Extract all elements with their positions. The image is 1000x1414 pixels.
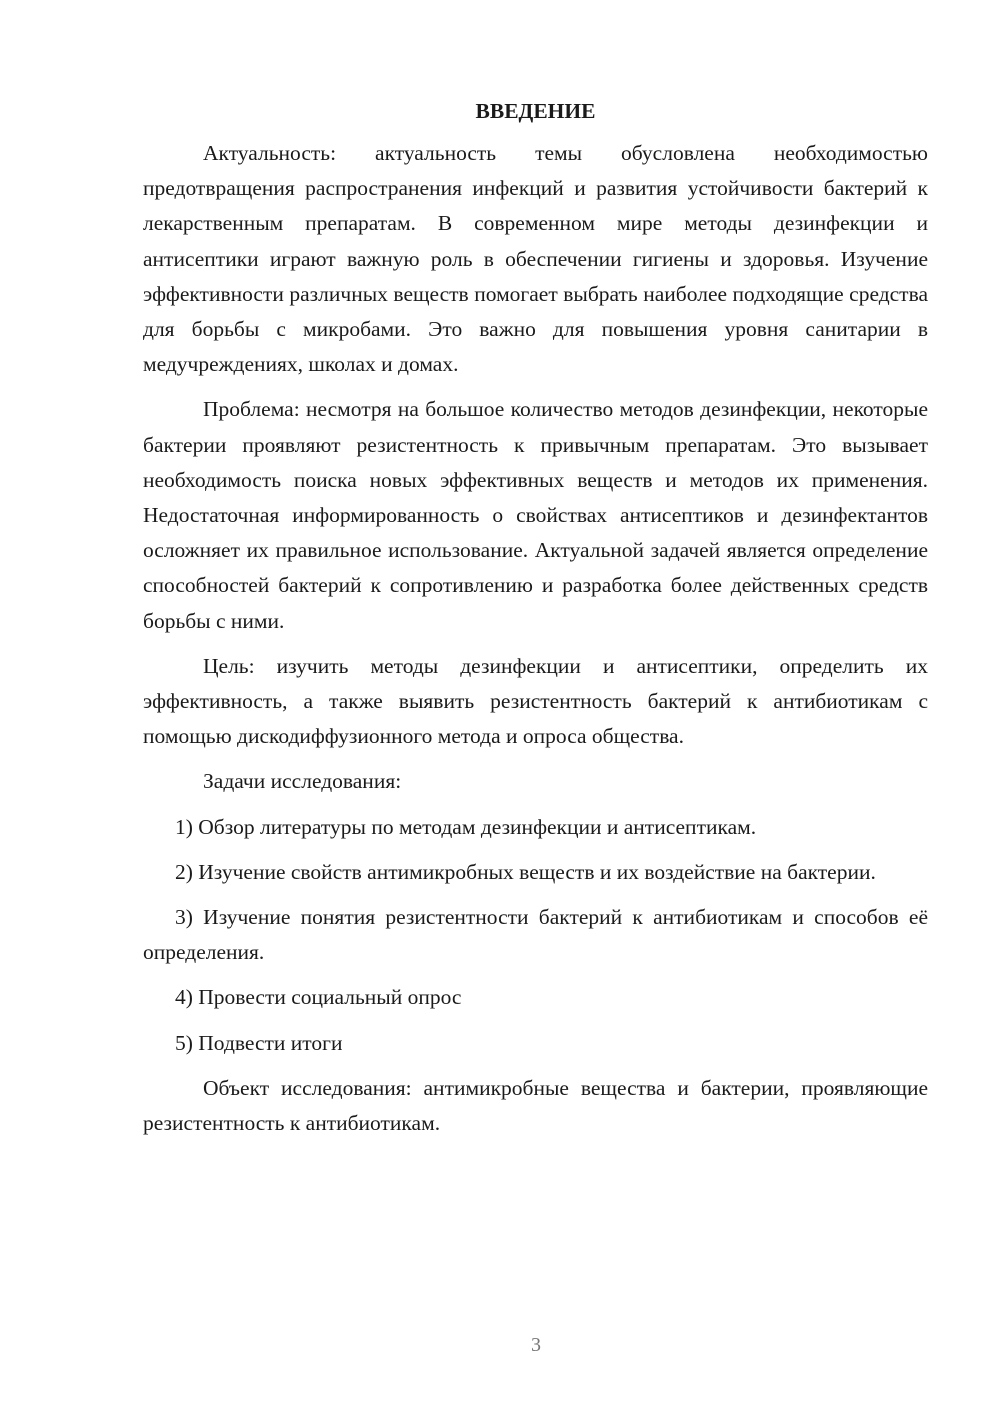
page-content — [143, 96, 928, 1151]
relevance-paragraph: Актуальность: актуальность темы обусловлена необходимостью предотвращения распространения инфекций и развития устойчивости бактерий к лекарственным препаратам. В современном мире методы дезинфекции и антисептики играют важную роль в обеспечении гигиены и здоровья. Изучение эффективности различных веществ помогает выбрать наиболее подходящие средства для борьбы с микробами. Это важно для повышения уровня санитарии в медучреждениях, школах и домах. — [143, 141, 928, 377]
task-item-3: 3) Изучение понятия резистентности бактерий к антибиотикам и способов её определения. — [143, 905, 928, 965]
object-paragraph: Объект исследования: антимикробные вещества и бактерии, проявляющие резистентность к антибиотикам. — [143, 1075, 928, 1136]
task-item-1: 1) Обзор литературы по методам дезинфекции и антисептикам. — [175, 814, 757, 839]
task-item-5: 5) Подвести итоги — [175, 1030, 343, 1055]
problem-paragraph: Проблема: несмотря на большое количество методов дезинфекции, некоторые бактерии проявляют резистентность к привычным препаратам. Это вызывает необходимость поиска новых эффективных веществ и методов их применения. Недостаточная информированность о свойствах антисептиков и дезинфектантов осложняет их правильное использование. Актуальной задачей является определение способностей бактерий к сопротивлению и разработка более действенных средств борьбы с ними. — [143, 397, 928, 633]
task-item-4: 4) Провести социальный опрос — [175, 985, 462, 1010]
section-title: ВВЕДЕНИЕ — [475, 99, 596, 123]
goal-paragraph: Цель: изучить методы дезинфекции и антисептики, определить их эффективность, а также выявить резистентность бактерий к антибиотикам с помощью дискодиффузионного метода и опроса общества. — [143, 653, 928, 749]
task-item-2: 2) Изучение свойств антимикробных веществ и их воздействие на бактерии. — [175, 859, 876, 884]
tasks-heading: Задачи исследования: — [203, 769, 402, 794]
page-number: 3 — [531, 1334, 541, 1356]
